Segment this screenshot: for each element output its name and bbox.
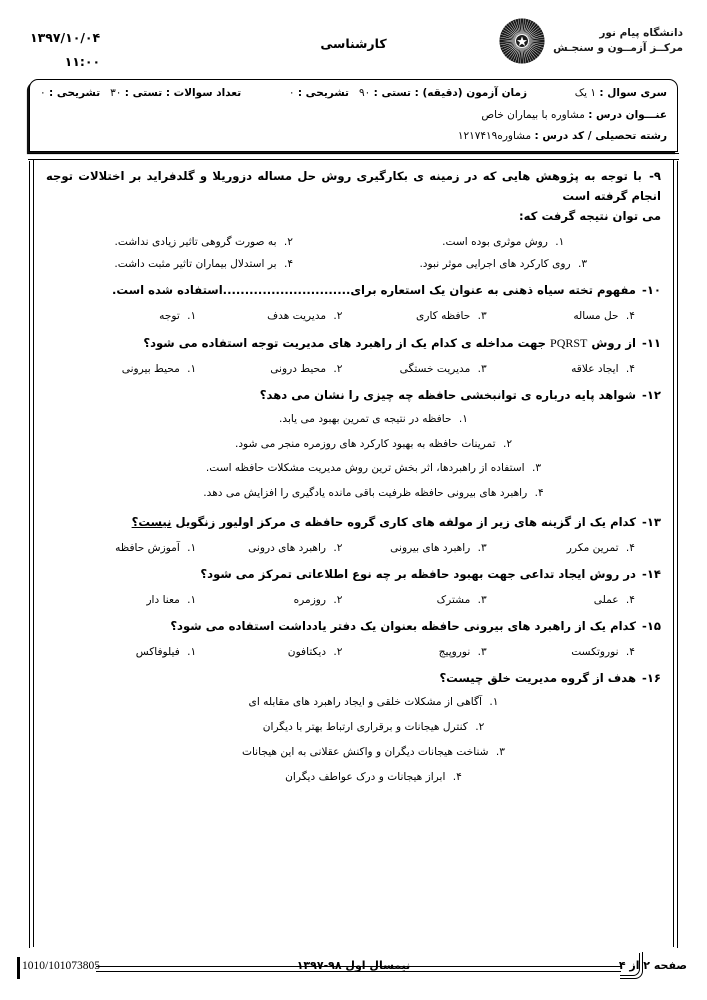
option-label: حل مساله [573,309,622,322]
info-row-counts [40,87,667,99]
option-label: محیط بیرونی [121,362,184,375]
question-block [44,167,663,270]
option-item[interactable] [493,646,657,658]
page-title: کارشناسی [320,36,387,51]
option-number: ۳. [477,309,487,322]
option-item[interactable] [54,594,200,606]
question-number: ۱۱- [637,335,661,350]
university-line1: دانشگاه پیام نور [599,26,683,39]
option-label: نوروپیج [438,646,474,658]
question-text [44,167,663,227]
option-label: معنا دار [146,594,184,607]
duration-cell [289,87,527,99]
options-container [44,646,663,658]
series-value: ۱ یک [574,87,597,99]
question-number: ۱۴- [637,567,661,582]
option-label: روزمره [293,594,330,607]
option-number: ۲. [502,437,513,450]
option-number: ۱. [555,235,565,248]
option-number: ۳. [531,462,542,475]
option-number: ۴. [625,646,635,658]
question-text-part: هدف از گروه مدیریت خلق چیست؟ [439,671,636,685]
series-label: سری سوال : [599,87,667,99]
options-container [44,310,663,322]
option-label: مشترک [436,594,474,607]
option-number: ۲. [475,720,485,733]
option-label: تمرین مکرر [566,542,622,555]
exam-datetime [30,26,100,74]
option-label: فیلوفاکس [135,646,184,658]
question-count-cell [40,87,241,99]
question-block [44,669,663,786]
option-item[interactable] [44,486,663,502]
question-text-part: از روش [587,335,636,350]
option-label: تمرینات حافظه به بهبود کارکرد های روزمره منجر می شود. [234,437,499,450]
question-number: ۱۳- [637,515,661,530]
questions-list [44,167,663,948]
option-item[interactable] [345,542,493,554]
option-number: ۴. [284,257,294,270]
question-block [44,333,663,375]
info-row-major [458,130,667,142]
option-label: آگاهی از مشکلات خلقی و ایجاد راهبرد های مقابله ای [248,695,486,708]
question-block [44,281,663,322]
question-number: ۱۵- [637,619,661,634]
option-label: کنترل هیجانات و برقراری ارتباط بهتر با دیگران [262,720,472,733]
option-number: ۱. [187,542,197,555]
count-label: تعداد سوالات : تستی : [124,87,242,99]
option-label: روی کارکرد های اجرایی موثر نبود. [419,257,574,270]
option-item[interactable] [200,310,344,322]
question-text [44,333,663,354]
option-number: ۳. [477,594,487,607]
question-number: ۱۲- [637,387,661,402]
option-number: ۴. [625,309,635,322]
option-item[interactable] [44,412,663,428]
option-label: حافظه در نتیجه ی تمرین بهبود می یابد. [279,412,455,425]
questions-frame [29,161,678,948]
question-text-part: کدام یک از گزینه های زیر از مولفه های کاری گروه حافظه ی مرکز اولیور زنگویل [171,515,636,530]
question-number: ۹- [643,169,661,183]
frame-top-rule [28,153,678,160]
question-text [44,386,663,406]
page-footer [0,959,707,981]
option-item[interactable] [54,258,354,270]
option-item[interactable] [54,310,200,322]
question-text-continued: می توان نتیجه گرفت که: [519,208,661,223]
option-number: ۲. [333,542,343,555]
option-item[interactable] [200,542,344,554]
option-label: مدیریت هدف [267,309,330,322]
options-container [44,236,663,270]
question-text-part: جهت مداخله ی کدام یک از راهبرد های مدیریت توجه استفاده می شود؟ [143,335,551,350]
option-label: ابراز هیجانات و درک عواطف دیگران [285,770,449,783]
option-label: عملی [593,594,622,607]
footer-code: 1010/101073805 [22,960,100,972]
options-container [44,363,663,375]
question-text [44,513,663,533]
option-item[interactable] [493,542,657,554]
option-number: ۱. [489,695,499,708]
option-number: ۲. [333,594,343,607]
option-number: ۱. [187,594,197,607]
question-text [44,281,663,301]
option-label: آموزش حافظه [115,542,184,555]
university-line2: مرکــز آزمــون و سنجـش [553,42,683,54]
option-number: ۳. [477,646,487,658]
option-item[interactable] [493,594,657,606]
option-item[interactable] [44,720,663,736]
series-cell [575,87,667,99]
duration-essay-label: تشریحی : [297,87,349,99]
option-label: ایجاد علاقه [571,362,622,375]
footer-semester: نیمسال اول ۹۸-۱۳۹۷ [296,959,411,972]
question-number: ۱۰- [637,282,661,297]
option-item[interactable] [493,363,657,375]
option-number: ۳. [477,542,487,555]
question-text [44,565,663,585]
option-label: محیط درونی [270,362,330,375]
question-text-part: با توجه به پژوهش هایی که در زمینه ی بکارگیری روش حل مساله دزوریلا و گلدفراید بر اختلالات توجه انجام گرفته است [46,169,661,203]
options-container [44,542,663,554]
count-essay-label: تشریحی : [48,87,101,99]
page-header [0,14,707,74]
question-block [44,565,663,606]
option-label: راهبرد های بیرونی [390,542,474,555]
footer-corner-hook-inner [620,953,640,976]
option-number: ۱. [187,362,197,375]
option-item[interactable] [200,594,344,606]
option-number: ۲. [283,235,293,248]
footer-left-tick [17,957,20,979]
option-item[interactable] [44,745,663,761]
option-item[interactable] [200,363,344,375]
question-text-part: شواهد پایه درباره ی توانبخشی حافظه چه چیزی را نشان می دهد؟ [259,387,636,402]
option-number: ۴. [452,770,462,783]
footer-page-number: صفحه ۲ از ۴ [618,959,687,972]
question-negation-word: نیست؟ [131,515,172,530]
course-title-label: عنـــوان درس : [588,109,667,121]
option-label: نوروتکست [571,646,622,658]
option-item[interactable] [44,461,663,477]
option-label: راهبرد های بیرونی حافظه ظرفیت باقی مانده یادگیری را افزایش می دهد. [203,487,531,500]
option-item[interactable] [44,437,663,453]
option-number: ۳. [477,362,487,375]
option-item[interactable] [54,646,200,658]
option-item[interactable] [54,542,200,554]
question-text-part: در روش ایجاد تداعی جهت بهبود حافظه بر چه نوع اطلاعاتی تمرکز می شود؟ [200,567,636,582]
options-container [44,412,663,503]
option-label: بر استدلال بیماران تاثیر مثبت داشت. [114,257,281,270]
option-item[interactable] [345,594,493,606]
option-label: راهبرد های درونی [248,542,330,555]
question-number: ۱۶- [637,671,661,685]
option-item[interactable] [345,646,493,658]
option-number: ۲. [333,309,343,322]
question-block [44,386,663,503]
question-block [44,617,663,658]
course-title-value: مشاوره با بیماران خاص [481,109,585,121]
option-number: ۱. [458,412,468,425]
option-number: ۳. [495,745,505,758]
option-number: ۴. [534,487,544,500]
duration-essay: ۰ [288,87,295,99]
option-number: ۴. [625,362,635,375]
option-item[interactable] [354,236,654,248]
question-text-part: کدام یک از راهبرد های بیرونی حافظه بعنوان یک دفتر یادداشت استفاده می شود؟ [170,619,636,634]
option-item[interactable] [200,646,344,658]
option-item[interactable] [54,236,354,248]
option-item[interactable] [54,363,200,375]
options-container [44,695,663,786]
option-item[interactable] [354,258,654,270]
option-number: ۱. [187,646,197,658]
option-number: ۲. [333,362,343,375]
option-label: حافظه کاری [416,309,474,322]
option-item[interactable] [44,770,663,786]
exam-time: ۱۱:۰۰ [64,53,101,69]
option-item[interactable] [345,363,493,375]
option-label: به صورت گروهی تاثیر زیادی نداشت. [114,235,280,248]
option-label: استفاده از راهبردها، اثر بخش ترین روش مدیریت مشکلات حافظه است. [205,462,528,475]
option-number: ۱. [187,309,197,322]
option-label: توجه [159,309,184,322]
major-code-label: رشته تحصیلی / کد درس : [534,130,667,142]
question-latin-term: PQRST [550,335,588,350]
option-number: ۲. [333,646,343,658]
options-container [44,594,663,606]
option-number: ۴. [625,542,635,555]
option-label: شناخت هیجانات دیگران و واکنش عقلانی به این هیجانات [241,745,492,758]
option-item[interactable] [493,310,657,322]
question-text [44,669,663,689]
major-code-value: مشاوره۱۲۱۷۴۱۹ [457,130,532,142]
question-block [44,513,663,554]
option-label: دیکتافون [287,646,330,658]
option-item[interactable] [44,695,663,711]
duration-objective: ۹۰ [358,87,371,99]
option-number: ۳. [577,257,588,270]
option-label: مدیریت خستگی [399,362,474,375]
exam-info-box [29,79,678,152]
option-number: ۴. [625,594,635,607]
exam-date: ۱۳۹۷/۱۰/۰۴ [30,30,101,45]
count-essay: ۰ [40,87,46,99]
count-objective: ۳۰ [110,87,122,99]
question-text [44,617,663,637]
option-item[interactable] [345,310,493,322]
info-row-course [481,109,667,121]
duration-label: زمان آزمون (دقیقه) : تستی : [373,87,528,99]
question-text-part: مفهوم تخته سیاه ذهنی به عنوان یک استعاره برای.............................استفاده شده است. [112,282,636,297]
option-label: روش موثری بوده است. [442,235,552,248]
